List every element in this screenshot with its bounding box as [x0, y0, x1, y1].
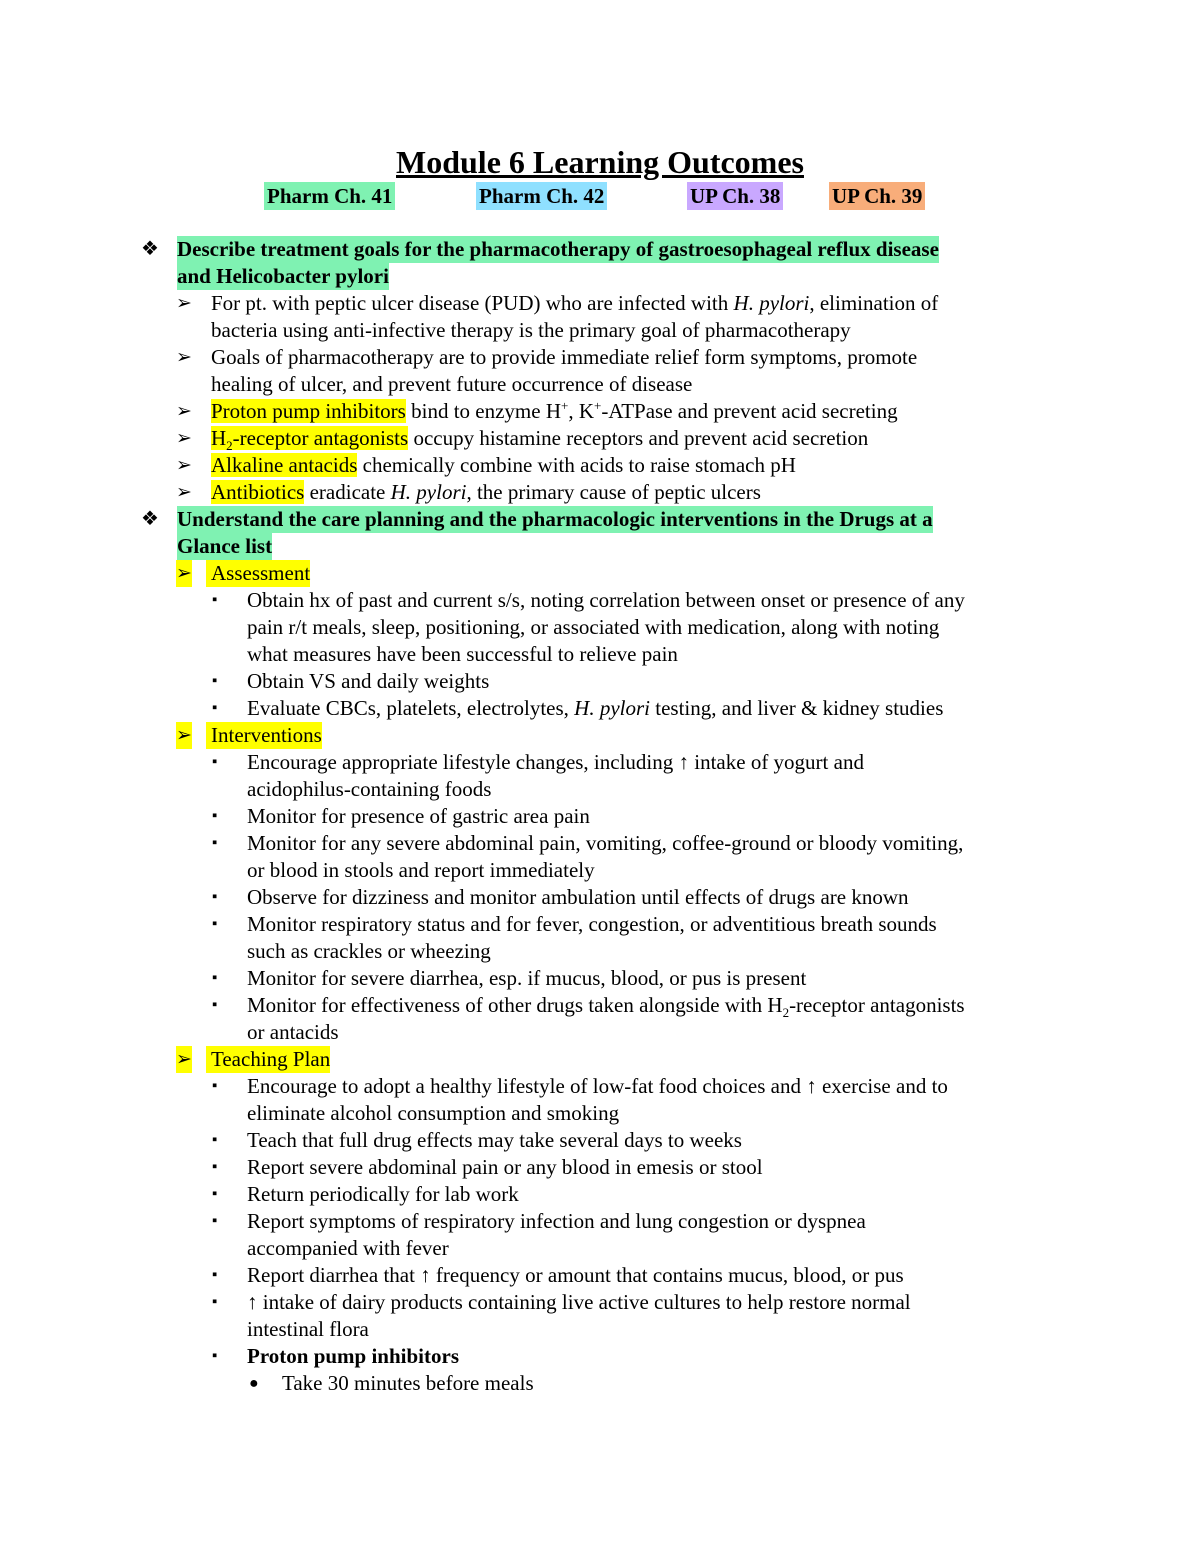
list-item-text: Report severe abdominal pain or any blood in emesis or stool	[247, 1155, 763, 1179]
heading-text: and Helicobacter pylori	[177, 264, 389, 288]
chapter-tag-up-39: UP Ch. 39	[829, 182, 925, 210]
square-bullet-icon: ▪	[212, 700, 218, 716]
list-item-text: pain r/t meals, sleep, positioning, or associated with medication, along with noting	[247, 615, 940, 639]
list-item-text: Proton pump inhibitors	[247, 1344, 459, 1368]
list-item-continuation	[0, 1019, 1200, 1046]
chapter-legend	[0, 182, 1200, 212]
list-item-continuation	[0, 1316, 1200, 1343]
list-item-text: accompanied with fever	[247, 1236, 449, 1260]
list-item-text: bacteria using anti-infective therapy is the primary goal of pharmacotherapy	[211, 318, 851, 342]
list-item-text: Monitor respiratory status and for fever, congestion, or adventitious breath sounds	[247, 912, 937, 936]
list-item-text: Teach that full drug effects may take several days to weeks	[247, 1128, 742, 1152]
square-bullet-icon: ▪	[212, 835, 218, 851]
section-heading-continuation	[0, 533, 1200, 560]
outline	[0, 236, 1200, 1397]
section-heading-continuation	[0, 263, 1200, 290]
list-item-text: Encourage appropriate lifestyle changes, including ↑ intake of yogurt and	[247, 750, 864, 774]
subsection-teaching-plan	[0, 1046, 1200, 1073]
section-heading-treatment-goals	[0, 236, 1200, 263]
list-item	[0, 1370, 1200, 1397]
list-item-text: Report symptoms of respiratory infection and lung congestion or dyspnea	[247, 1209, 866, 1233]
subsection-label: Assessment	[206, 560, 310, 587]
list-item-text: Monitor for any severe abdominal pain, vomiting, coffee-ground or bloody vomiting,	[247, 831, 964, 855]
square-bullet-icon: ▪	[212, 1132, 218, 1148]
square-bullet-icon: ▪	[212, 808, 218, 824]
list-item-continuation	[0, 614, 1200, 641]
arrow-bullet-icon: ➢	[176, 455, 192, 476]
list-item-continuation	[0, 857, 1200, 884]
list-item-text: ↑ intake of dairy products containing live active cultures to help restore normal	[247, 1290, 911, 1314]
list-item-text: Alkaline antacids chemically combine with acids to raise stomach pH	[211, 453, 796, 477]
subsection-label: Teaching Plan	[206, 1046, 330, 1073]
square-bullet-icon: ▪	[212, 1348, 218, 1364]
list-item-text: Return periodically for lab work	[247, 1182, 519, 1206]
list-item-text: Monitor for severe diarrhea, esp. if mucus, blood, or pus is present	[247, 966, 807, 990]
list-item-text: Goals of pharmacotherapy are to provide immediate relief form symptoms, promote	[211, 345, 918, 369]
list-item	[0, 1289, 1200, 1316]
list-item-text: acidophilus-containing foods	[247, 777, 492, 801]
list-item-text: or blood in stools and report immediately	[247, 858, 595, 882]
heading-text: Glance list	[177, 534, 273, 558]
heading-text: Describe treatment goals for the pharmacotherapy of gastroesophageal reflux disease	[177, 237, 939, 261]
list-item	[0, 398, 1200, 425]
list-item-text: Obtain hx of past and current s/s, noting correlation between onset or presence of any	[247, 588, 965, 612]
chapter-tag-up-38: UP Ch. 38	[687, 182, 783, 210]
highlighted-term: Proton pump inhibitors	[211, 399, 406, 423]
dot-bullet-icon: ●	[249, 1375, 259, 1392]
arrow-bullet-icon: ➢	[176, 401, 192, 422]
list-item-text: Take 30 minutes before meals	[282, 1371, 534, 1395]
list-item-text: healing of ulcer, and prevent future occurrence of disease	[211, 372, 693, 396]
list-item-ppi-heading	[0, 1343, 1200, 1370]
list-item-text: intestinal flora	[247, 1317, 369, 1341]
list-item-text: Monitor for effectiveness of other drugs taken alongside with $H_2$-receptor antagonists	[247, 993, 965, 1021]
list-item	[0, 1154, 1200, 1181]
subsection-interventions	[0, 722, 1200, 749]
square-bullet-icon: ▪	[212, 1294, 218, 1310]
list-item	[0, 749, 1200, 776]
list-item	[0, 344, 1200, 371]
square-bullet-icon: ▪	[212, 1078, 218, 1094]
arrow-bullet-icon: ➢	[176, 1046, 192, 1073]
list-item-continuation	[0, 938, 1200, 965]
list-item-text: what measures have been successful to relieve pain	[247, 642, 678, 666]
subsection-assessment	[0, 560, 1200, 587]
list-item	[0, 452, 1200, 479]
list-item	[0, 1073, 1200, 1100]
square-bullet-icon: ▪	[212, 1267, 218, 1283]
chapter-tag-pharm-42: Pharm Ch. 42	[476, 182, 607, 210]
list-item	[0, 992, 1200, 1019]
square-bullet-icon: ▪	[212, 592, 218, 608]
list-item-text: Antibiotics eradicate H. pylori, the primary cause of peptic ulcers	[211, 480, 761, 504]
list-item	[0, 290, 1200, 317]
list-item-text: such as crackles or wheezing	[247, 939, 491, 963]
list-item-continuation	[0, 1100, 1200, 1127]
square-bullet-icon: ▪	[212, 1159, 218, 1175]
list-item	[0, 965, 1200, 992]
list-item	[0, 695, 1200, 722]
list-item	[0, 884, 1200, 911]
square-bullet-icon: ▪	[212, 1186, 218, 1202]
list-item	[0, 479, 1200, 506]
list-item	[0, 425, 1200, 452]
list-item	[0, 587, 1200, 614]
subsection-label: Interventions	[206, 722, 322, 749]
highlighted-term: $H_2$-receptor antagonists	[211, 426, 409, 454]
list-item-text: eliminate alcohol consumption and smoking	[247, 1101, 620, 1125]
arrow-bullet-icon: ➢	[176, 347, 192, 368]
arrow-bullet-icon: ➢	[176, 722, 192, 749]
list-item-text: For pt. with peptic ulcer disease (PUD) who are infected with H. pylori, elimination of	[211, 291, 939, 315]
list-item-text: Evaluate CBCs, platelets, electrolytes, H. pylori testing, and liver & kidney studies	[247, 696, 944, 720]
list-item-text: Proton pump inhibitors bind to enzyme H+, K+-ATPase and prevent acid secreting	[211, 398, 898, 423]
list-item-continuation	[0, 1235, 1200, 1262]
list-item	[0, 1127, 1200, 1154]
list-item-text: or antacids	[247, 1020, 339, 1044]
list-item	[0, 668, 1200, 695]
diamond-bullet-icon: ❖	[141, 508, 159, 530]
chapter-tag-pharm-41: Pharm Ch. 41	[264, 182, 395, 210]
arrow-bullet-icon: ➢	[176, 293, 192, 314]
arrow-bullet-icon: ➢	[176, 482, 192, 503]
highlighted-term: Antibiotics	[211, 480, 305, 504]
arrow-bullet-icon: ➢	[176, 560, 192, 587]
heading-text: Understand the care planning and the pharmacologic interventions in the Drugs at a	[177, 507, 933, 531]
square-bullet-icon: ▪	[212, 754, 218, 770]
square-bullet-icon: ▪	[212, 1213, 218, 1229]
list-item	[0, 1181, 1200, 1208]
page-title: Module 6 Learning Outcomes	[396, 144, 804, 180]
list-item	[0, 1262, 1200, 1289]
list-item-text: $H_2$-receptor antagonists occupy histamine receptors and prevent acid secretion	[211, 426, 869, 454]
list-item-text: Monitor for presence of gastric area pain	[247, 804, 590, 828]
list-item-continuation	[0, 371, 1200, 398]
square-bullet-icon: ▪	[212, 889, 218, 905]
list-item-text: Observe for dizziness and monitor ambulation until effects of drugs are known	[247, 885, 909, 909]
square-bullet-icon: ▪	[212, 997, 218, 1013]
list-item	[0, 1208, 1200, 1235]
square-bullet-icon: ▪	[212, 673, 218, 689]
square-bullet-icon: ▪	[212, 970, 218, 986]
list-item	[0, 830, 1200, 857]
list-item-text: Report diarrhea that ↑ frequency or amount that contains mucus, blood, or pus	[247, 1263, 904, 1287]
list-item-continuation	[0, 641, 1200, 668]
list-item-continuation	[0, 317, 1200, 344]
highlighted-term: Alkaline antacids	[211, 453, 358, 477]
list-item	[0, 803, 1200, 830]
square-bullet-icon: ▪	[212, 916, 218, 932]
list-item-text: Obtain VS and daily weights	[247, 669, 490, 693]
arrow-bullet-icon: ➢	[176, 428, 192, 449]
section-heading-care-planning	[0, 506, 1200, 533]
diamond-bullet-icon: ❖	[141, 238, 159, 260]
list-item-continuation	[0, 776, 1200, 803]
list-item-text: Encourage to adopt a healthy lifestyle of low-fat food choices and ↑ exercise and to	[247, 1074, 948, 1098]
list-item	[0, 911, 1200, 938]
